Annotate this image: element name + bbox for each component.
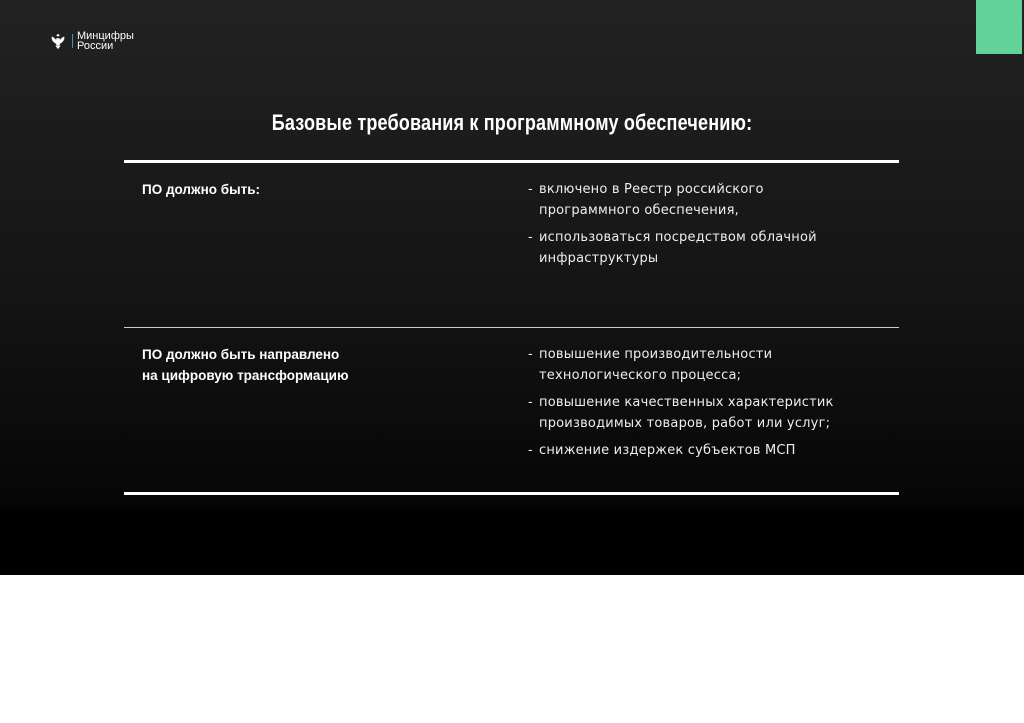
russian-emblem-icon xyxy=(49,32,67,50)
list-item: - использоваться посредством облачной инфраструктуры xyxy=(528,227,817,269)
row-1-list xyxy=(528,179,817,275)
divider-bottom xyxy=(124,492,899,495)
row-2-list xyxy=(528,344,834,467)
list-item: - включено в Реестр российского программного обеспечения, xyxy=(528,179,817,221)
accent-block xyxy=(976,0,1022,54)
logo-divider xyxy=(72,34,73,48)
list-item: - повышение производительности технологического процесса; xyxy=(528,344,834,386)
row-1-label: ПО должно быть: xyxy=(142,182,261,197)
ministry-logo xyxy=(49,31,134,51)
divider-top xyxy=(124,160,899,163)
logo-line1: Минцифры xyxy=(77,30,134,42)
page-title: Базовые требования к программному обеспечению: xyxy=(271,110,753,135)
row-2-label: ПО должно быть направлено на цифровую трансформацию xyxy=(142,347,349,383)
divider-middle xyxy=(124,327,899,328)
list-item: - снижение издержек субъектов МСП xyxy=(528,440,834,461)
list-item: - повышение качественных характеристик производимых товаров, работ или услуг; xyxy=(528,392,834,434)
logo-line2: России xyxy=(77,40,114,52)
